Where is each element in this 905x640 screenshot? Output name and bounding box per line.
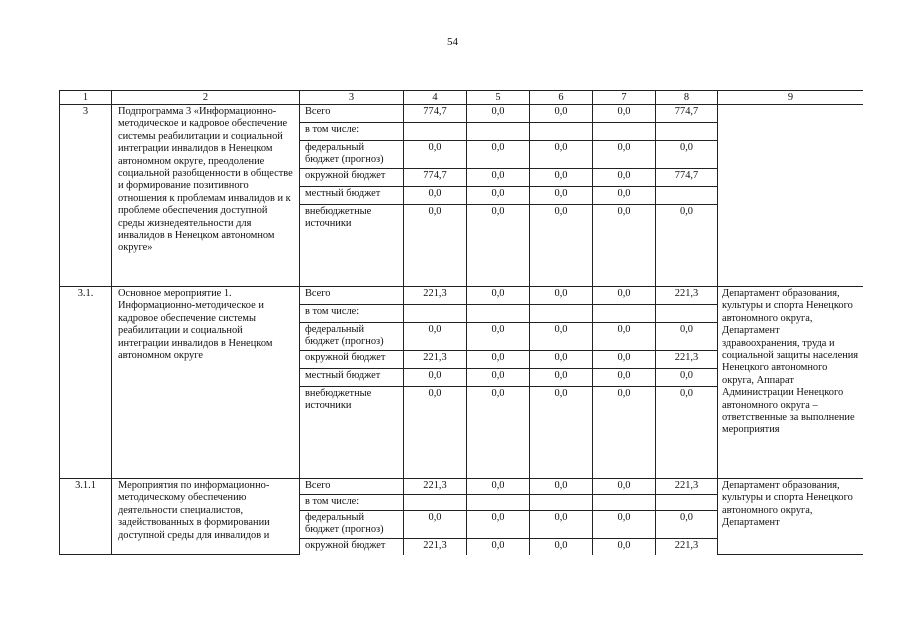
funding-source: окружной бюджет xyxy=(300,539,404,555)
value-cell: 221,3 xyxy=(656,351,718,369)
header-cell: 1 xyxy=(60,91,112,105)
value-cell xyxy=(467,305,530,323)
table-row xyxy=(60,479,864,495)
value-cell: 0,0 xyxy=(530,511,593,539)
value-cell: 0,0 xyxy=(467,351,530,369)
funding-source: федеральный бюджет (прогноз) xyxy=(300,323,404,351)
responsible-executor: Департамент образования, культуры и спорта Ненецкого автономного округа, Департамент здравоохранения, труда и социальной защиты населения Ненецкого автономного округа, Аппарат Администрации Ненецкого автономного округа – ответственные за выполнение мероприятия xyxy=(718,287,864,479)
value-cell: 0,0 xyxy=(530,287,593,305)
value-cell: 0,0 xyxy=(467,141,530,169)
value-cell: 0,0 xyxy=(404,141,467,169)
value-cell: 0,0 xyxy=(467,187,530,205)
value-cell: 0,0 xyxy=(656,387,718,479)
value-cell: 0,0 xyxy=(593,105,656,123)
value-cell: 0,0 xyxy=(593,387,656,479)
funding-source: окружной бюджет xyxy=(300,169,404,187)
value-cell xyxy=(656,123,718,141)
value-cell: 0,0 xyxy=(467,539,530,555)
value-cell: 0,0 xyxy=(593,205,656,287)
page-number: 54 xyxy=(447,36,458,48)
value-cell: 0,0 xyxy=(530,105,593,123)
value-cell: 0,0 xyxy=(593,369,656,387)
item-code: 3 xyxy=(60,105,112,287)
funding-source: местный бюджет xyxy=(300,369,404,387)
value-cell xyxy=(656,187,718,205)
header-cell: 4 xyxy=(404,91,467,105)
value-cell: 221,3 xyxy=(404,351,467,369)
header-cell: 9 xyxy=(718,91,864,105)
value-cell xyxy=(593,495,656,511)
value-cell: 0,0 xyxy=(530,141,593,169)
value-cell: 0,0 xyxy=(467,479,530,495)
value-cell: 0,0 xyxy=(593,141,656,169)
value-cell: 0,0 xyxy=(593,539,656,555)
value-cell: 0,0 xyxy=(467,287,530,305)
value-cell: 0,0 xyxy=(593,479,656,495)
value-cell: 774,7 xyxy=(404,105,467,123)
value-cell: 0,0 xyxy=(593,511,656,539)
value-cell: 0,0 xyxy=(404,187,467,205)
value-cell: 0,0 xyxy=(656,323,718,351)
value-cell: 0,0 xyxy=(530,169,593,187)
item-title: Основное мероприятие 1. Информационно-методическое и кадровое обеспечение системы реабилитации и социальной интеграции инвалидов в Ненецком автономном округе xyxy=(112,287,300,479)
funding-source: в том числе: xyxy=(300,305,404,323)
header-cell: 7 xyxy=(593,91,656,105)
value-cell: 221,3 xyxy=(404,539,467,555)
value-cell: 774,7 xyxy=(404,169,467,187)
header-row xyxy=(60,91,864,105)
value-cell: 0,0 xyxy=(593,169,656,187)
value-cell: 0,0 xyxy=(530,539,593,555)
value-cell: 221,3 xyxy=(656,287,718,305)
value-cell xyxy=(530,123,593,141)
value-cell xyxy=(656,495,718,511)
value-cell: 0,0 xyxy=(593,323,656,351)
value-cell: 221,3 xyxy=(404,287,467,305)
item-code: 3.1. xyxy=(60,287,112,479)
value-cell: 0,0 xyxy=(404,205,467,287)
funding-source: местный бюджет xyxy=(300,187,404,205)
budget-table xyxy=(59,90,863,555)
value-cell: 0,0 xyxy=(530,205,593,287)
value-cell: 0,0 xyxy=(467,323,530,351)
header-cell: 3 xyxy=(300,91,404,105)
value-cell: 774,7 xyxy=(656,169,718,187)
funding-source: Всего xyxy=(300,105,404,123)
value-cell: 0,0 xyxy=(467,369,530,387)
funding-source: Всего xyxy=(300,287,404,305)
value-cell xyxy=(404,305,467,323)
responsible-executor xyxy=(718,105,864,287)
value-cell: 0,0 xyxy=(593,287,656,305)
value-cell: 774,7 xyxy=(656,105,718,123)
funding-source: внебюджетные источники xyxy=(300,205,404,287)
value-cell: 0,0 xyxy=(530,187,593,205)
header-cell: 2 xyxy=(112,91,300,105)
responsible-executor: Департамент образования, культуры и спорта Ненецкого автономного округа, Департамент xyxy=(718,479,864,555)
funding-source: в том числе: xyxy=(300,495,404,511)
header-cell: 6 xyxy=(530,91,593,105)
value-cell xyxy=(467,495,530,511)
value-cell: 0,0 xyxy=(530,369,593,387)
value-cell xyxy=(656,305,718,323)
value-cell: 0,0 xyxy=(656,511,718,539)
table-row xyxy=(60,287,864,305)
item-title: Мероприятия по информационно-методическому обеспечению деятельности специалистов, задействованных в формировании доступной среды для инвалидов и xyxy=(112,479,300,555)
funding-source: внебюджетные источники xyxy=(300,387,404,479)
value-cell: 0,0 xyxy=(404,369,467,387)
value-cell xyxy=(593,123,656,141)
value-cell: 0,0 xyxy=(404,387,467,479)
funding-source: федеральный бюджет (прогноз) xyxy=(300,141,404,169)
value-cell: 0,0 xyxy=(656,369,718,387)
value-cell: 0,0 xyxy=(404,323,467,351)
value-cell: 0,0 xyxy=(467,205,530,287)
item-code: 3.1.1 xyxy=(60,479,112,555)
value-cell xyxy=(530,495,593,511)
value-cell: 0,0 xyxy=(467,169,530,187)
value-cell xyxy=(593,305,656,323)
value-cell xyxy=(530,305,593,323)
value-cell: 0,0 xyxy=(593,187,656,205)
value-cell: 0,0 xyxy=(467,387,530,479)
value-cell: 221,3 xyxy=(404,479,467,495)
item-title: Подпрограмма 3 «Информационно-методическое и кадровое обеспечение системы реабилитации и социальной интеграции инвалидов в Ненецком автономном округе, преодоление социальной разобщенности в обществе и формирование позитивного отношения к проблемам инвалидов и к проблеме обеспечения доступной среды жизнедеятельности для инвалидов в Ненецком автономном округе» xyxy=(112,105,300,287)
budget-table-container xyxy=(59,90,863,576)
header-cell: 8 xyxy=(656,91,718,105)
value-cell: 0,0 xyxy=(593,351,656,369)
funding-source: федеральный бюджет (прогноз) xyxy=(300,511,404,539)
value-cell: 0,0 xyxy=(656,141,718,169)
funding-source: в том числе: xyxy=(300,123,404,141)
table-body xyxy=(60,91,864,555)
value-cell: 0,0 xyxy=(656,205,718,287)
value-cell: 221,3 xyxy=(656,479,718,495)
value-cell: 0,0 xyxy=(467,511,530,539)
value-cell: 0,0 xyxy=(530,351,593,369)
value-cell xyxy=(467,123,530,141)
header-cell: 5 xyxy=(467,91,530,105)
value-cell: 0,0 xyxy=(530,323,593,351)
value-cell: 0,0 xyxy=(404,511,467,539)
value-cell: 0,0 xyxy=(530,479,593,495)
funding-source: Всего xyxy=(300,479,404,495)
value-cell: 221,3 xyxy=(656,539,718,555)
funding-source: окружной бюджет xyxy=(300,351,404,369)
value-cell xyxy=(404,495,467,511)
value-cell: 0,0 xyxy=(467,105,530,123)
table-row xyxy=(60,105,864,123)
value-cell xyxy=(404,123,467,141)
value-cell: 0,0 xyxy=(530,387,593,479)
